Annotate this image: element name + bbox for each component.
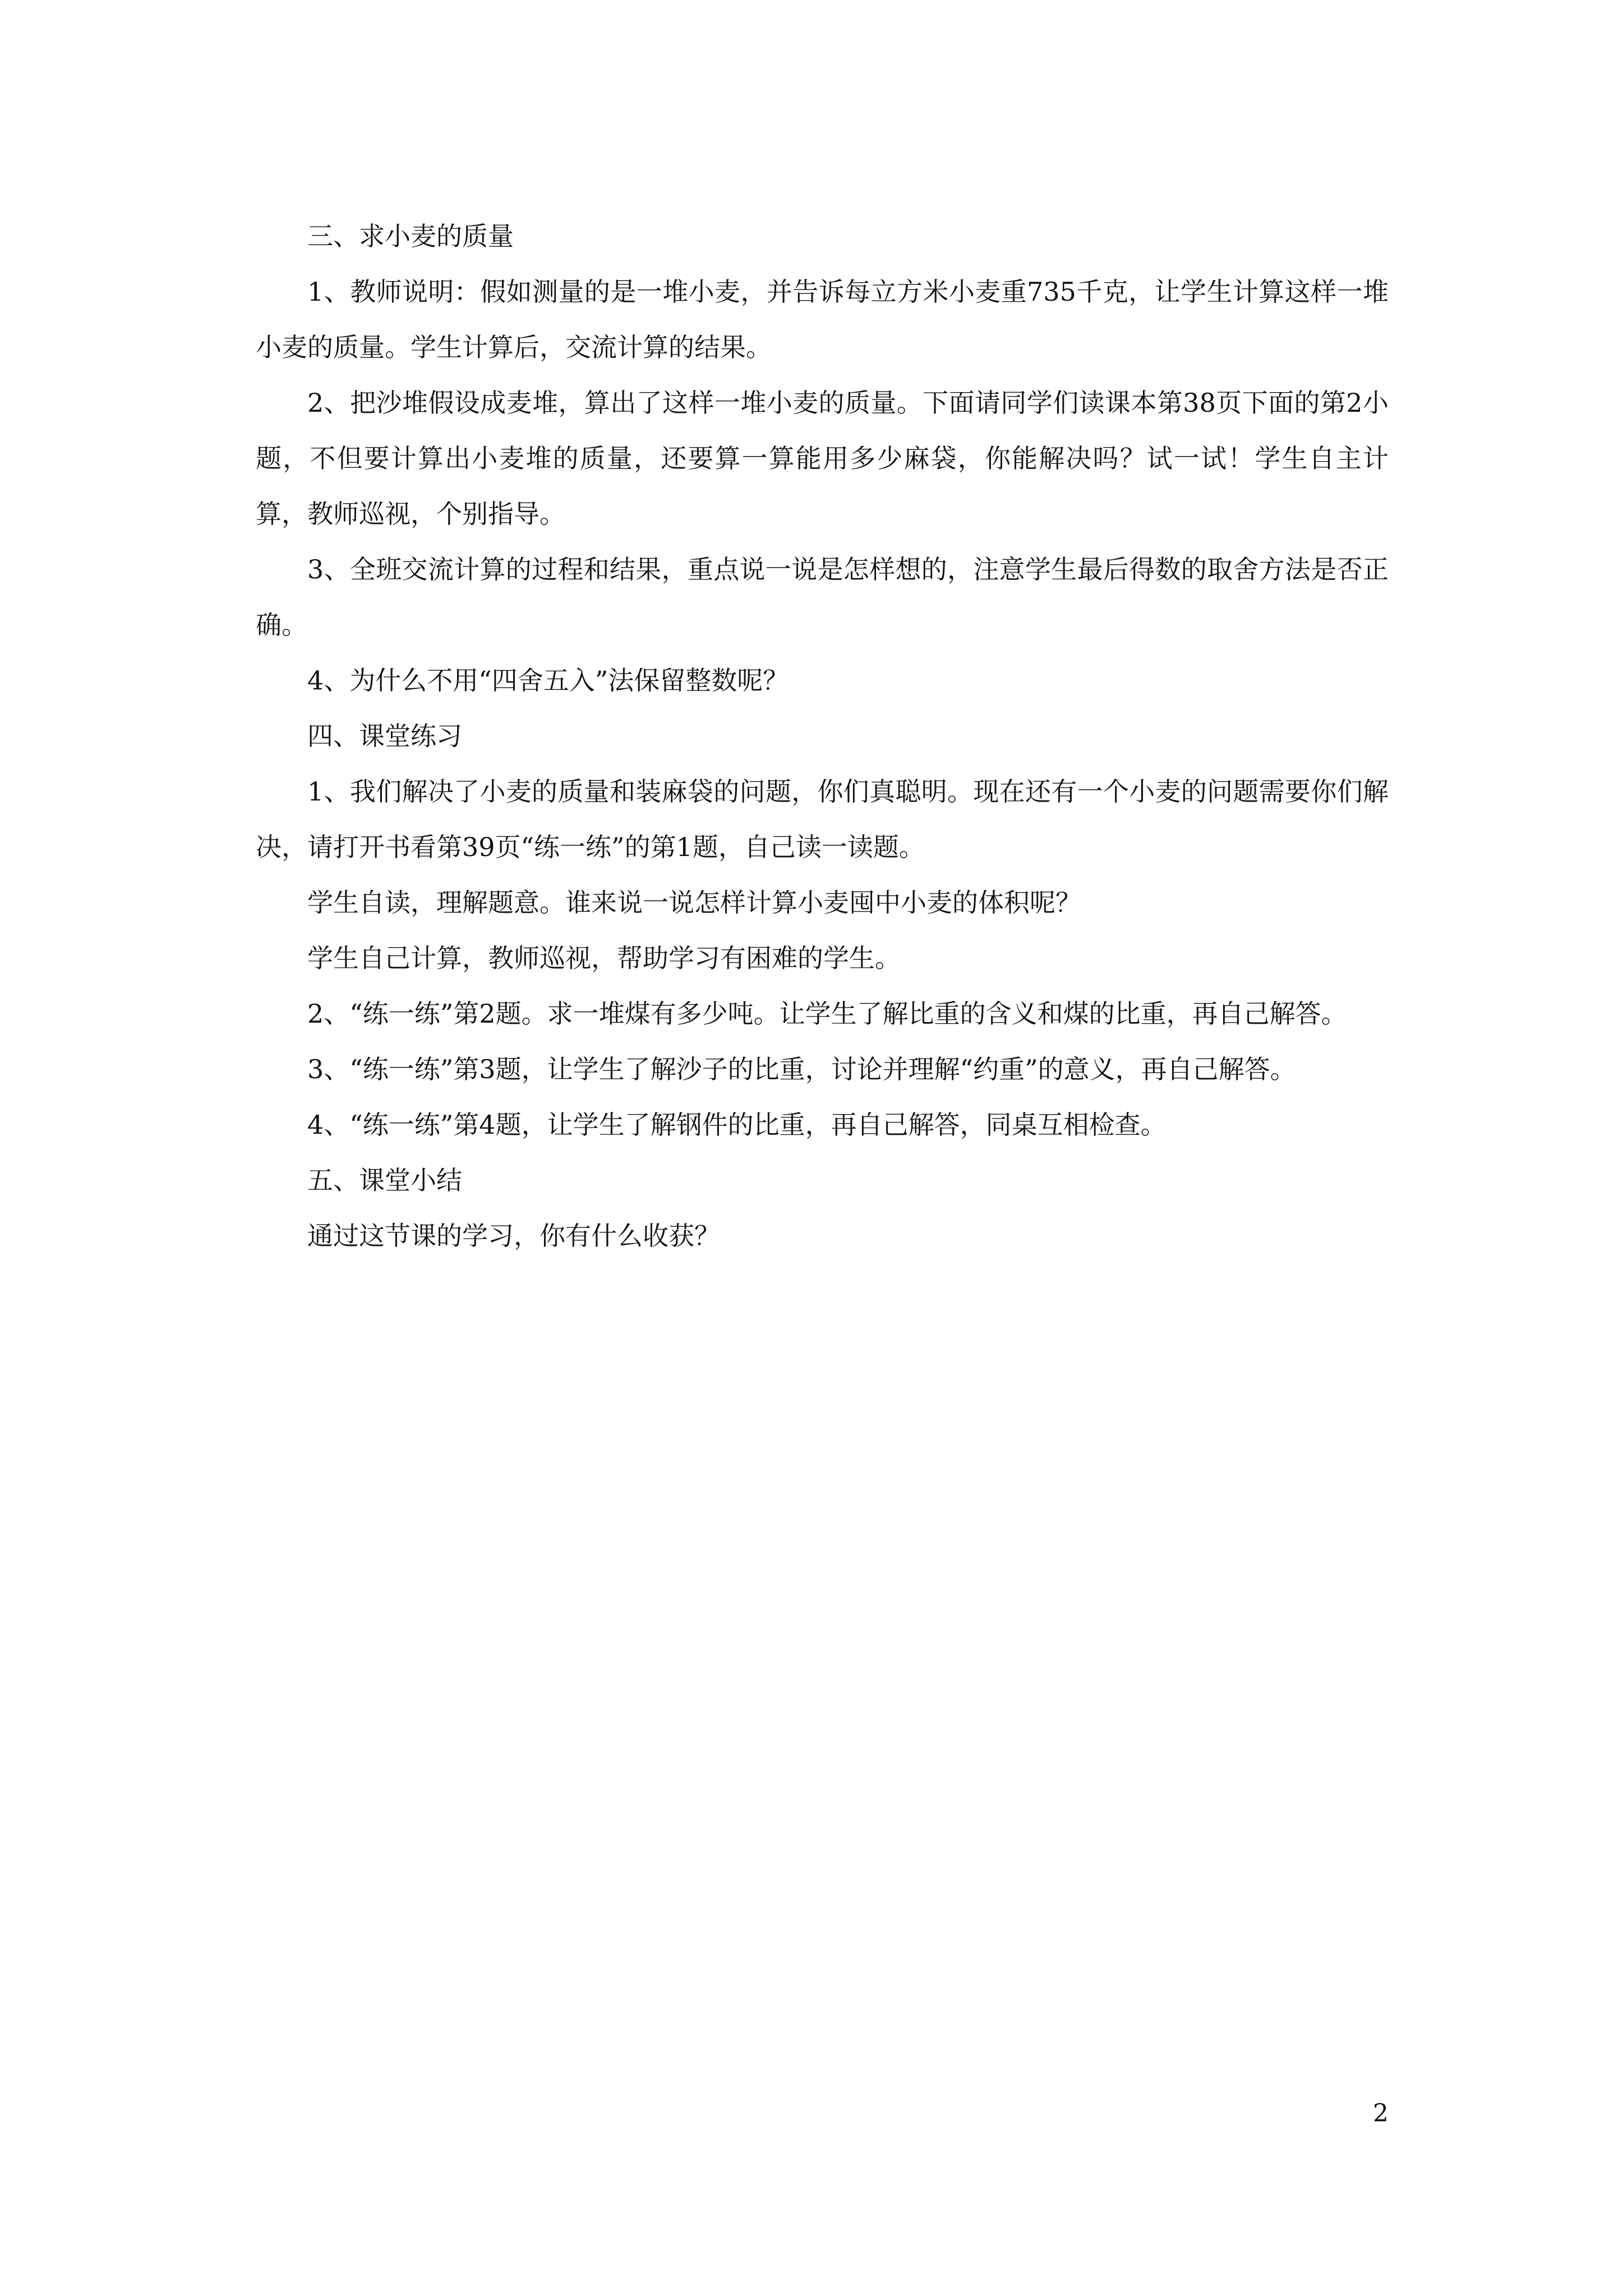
section-heading: 三、求小麦的质量 [307,221,514,251]
paragraph: 4、为什么不用“四舍五入”法保留整数呢？ [307,665,789,696]
paragraph: 2、“练一练”第2题。求一堆煤有多少吨。让学生了解比重的含义和煤的比重，再自己解答。 [307,999,1347,1029]
section-heading: 五、课堂小结 [307,1165,462,1195]
paragraph: 1、我们解决了小麦的质量和装麻袋的问题，你们真聪明。现在还有一个小麦的问题需要你们解决，请打开书看第39页“练一练”的第1题，自己读一读题。 [256,776,1389,862]
paragraph: 1、教师说明：假如测量的是一堆小麦，并告诉每立方米小麦重735千克，让学生计算这样一堆小麦的质量。学生计算后，交流计算的结果。 [256,277,1389,362]
paragraph: 学生自读，理解题意。谁来说一说怎样计算小麦囤中小麦的体积呢？ [307,887,1081,918]
paragraph: 2、把沙堆假设成麦堆，算出了这样一堆小麦的质量。下面请同学们读课本第38页下面的第2小题，不但要计算出小麦堆的质量，还要算一算能用多少麻袋，你能解决吗？试一试！学生自主计算，教师巡视，个别指导。 [256,388,1389,529]
paragraph: 3、“练一练”第3题，让学生了解沙子的比重，讨论并理解“约重”的意义，再自己解答。 [307,1054,1296,1084]
document-body [256,209,1389,1264]
page-number: 2 [1373,2099,1389,2128]
paragraph: 4、“练一练”第4题，让学生了解钢件的比重，再自己解答，同桌互相检查。 [307,1110,1166,1140]
paragraph: 3、全班交流计算的过程和结果，重点说一说是怎样想的，注意学生最后得数的取舍方法是否正确。 [256,554,1389,640]
section-heading: 四、课堂练习 [307,721,462,751]
paragraph: 通过这节课的学习，你有什么收获？ [307,1221,720,1251]
paragraph: 学生自己计算，教师巡视，帮助学习有困难的学生。 [307,943,901,973]
